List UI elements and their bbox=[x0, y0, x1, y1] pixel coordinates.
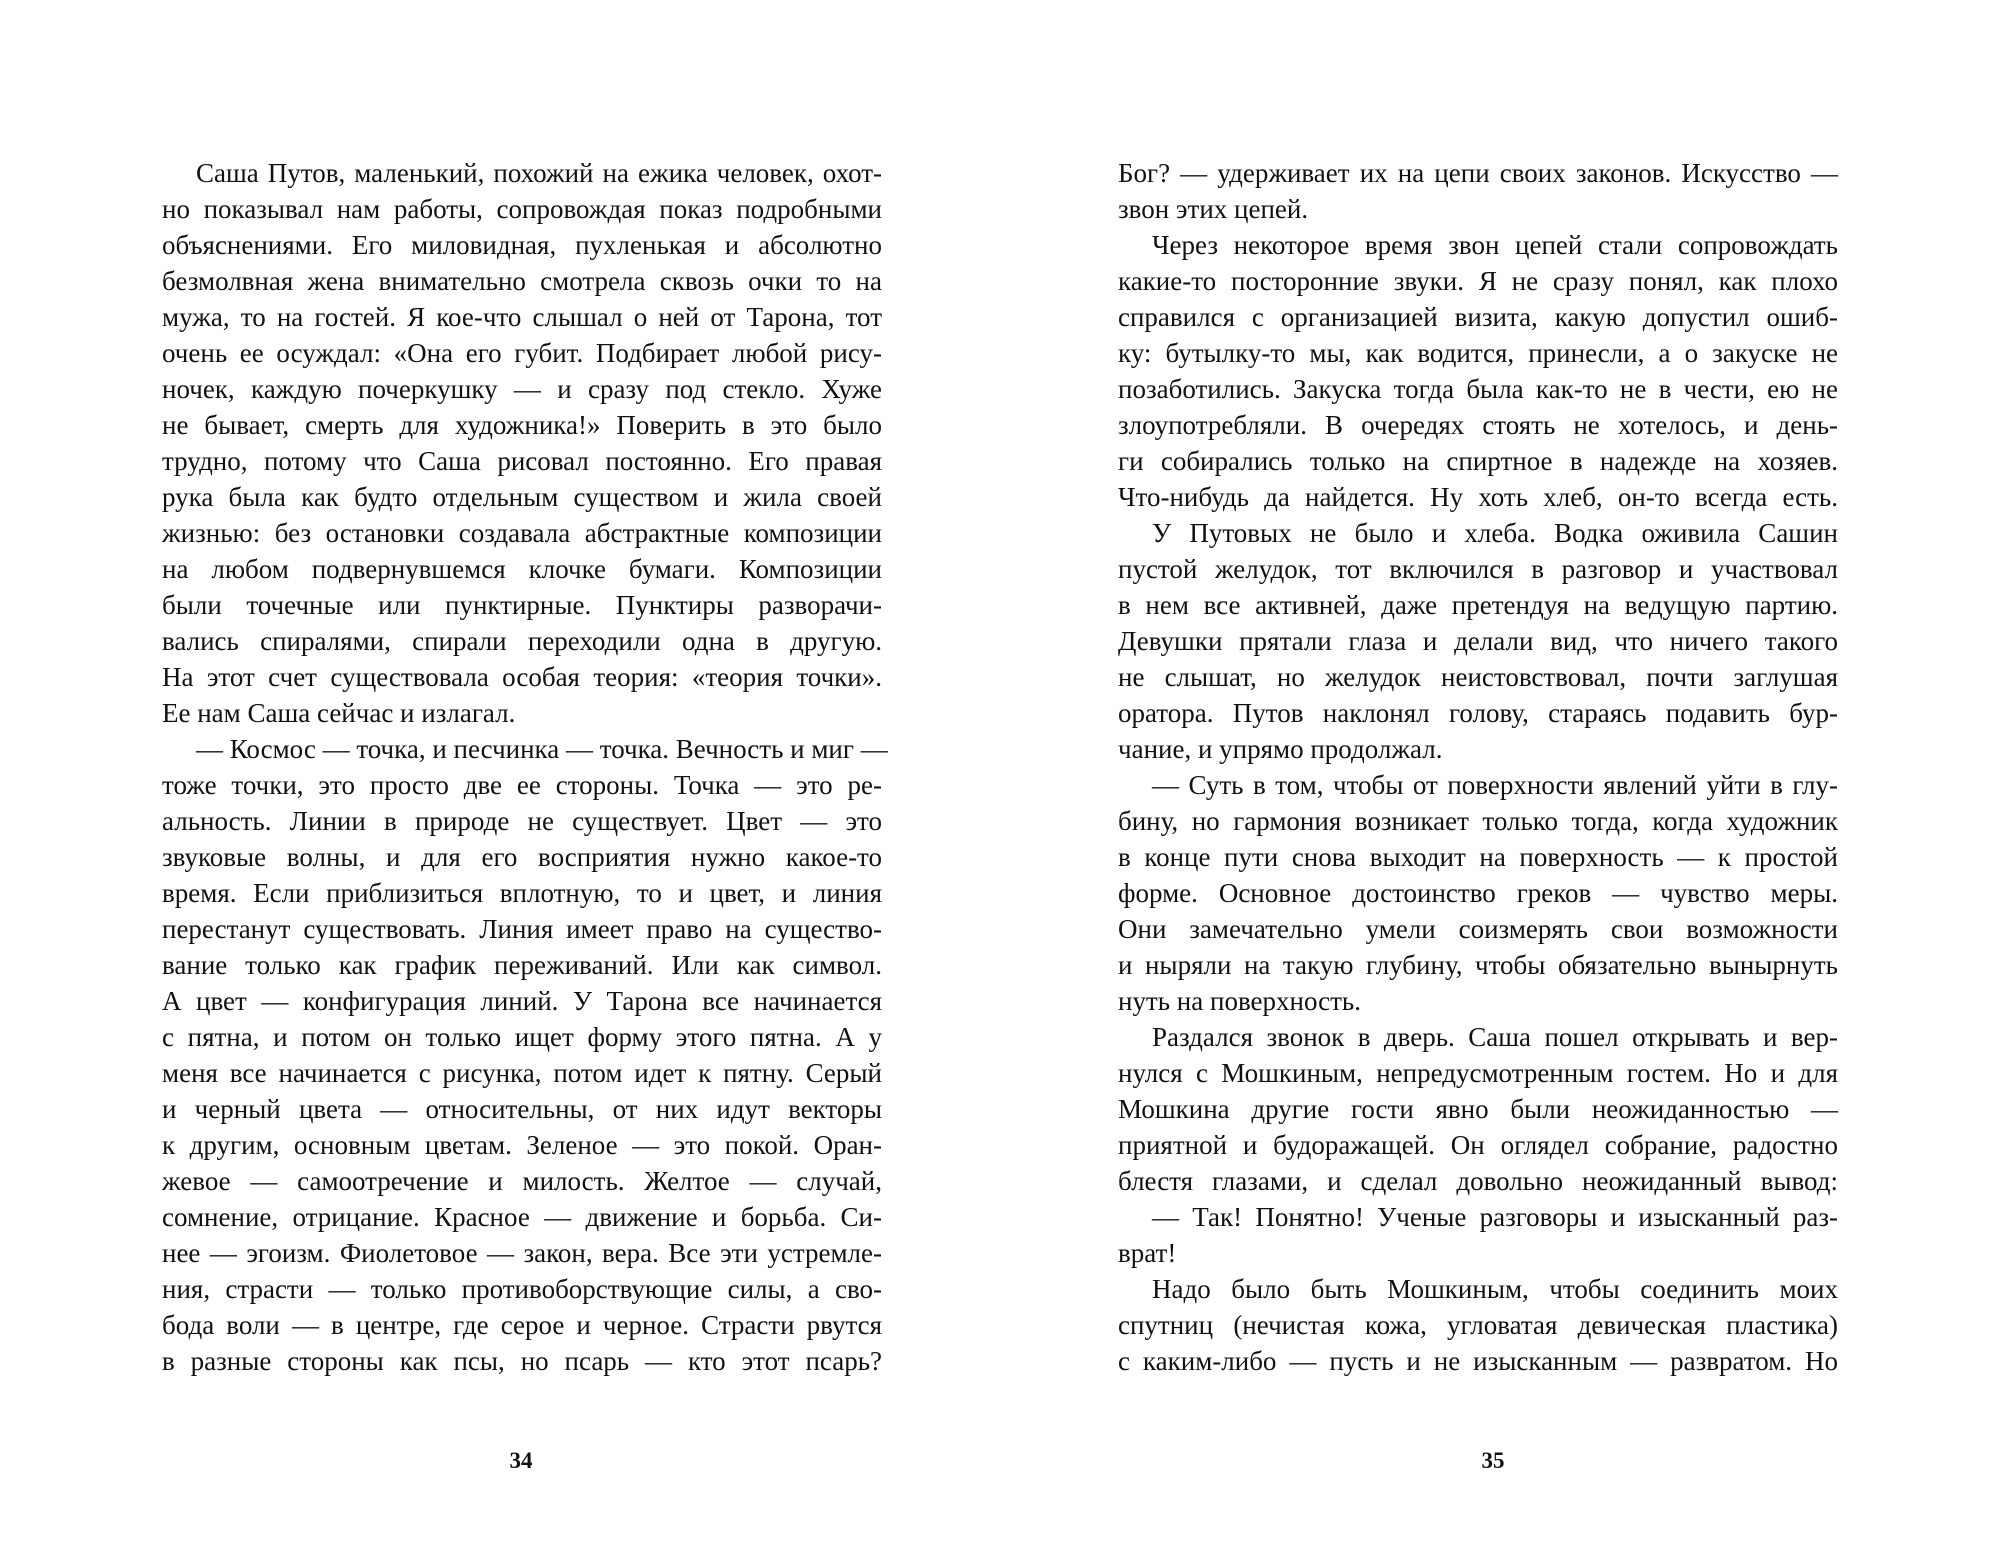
text-line: спутниц (нечистая кожа, угловатая девическая пластика) bbox=[1118, 1310, 1838, 1340]
text-line: звуковые волны, и для его восприятия нужно какое-то bbox=[162, 842, 882, 872]
text-line: Ее нам Саша сейчас и излагал. bbox=[162, 698, 516, 728]
text-line: Мошкина другие гости явно были неожиданностью — bbox=[1118, 1094, 1838, 1124]
text-line: были точечные или пунктирные. Пунктиры разворачи- bbox=[162, 590, 882, 620]
text-line: альность. Линии в природе не существует. Цвет — это bbox=[162, 806, 882, 836]
text-line: — Суть в том, чтобы от поверхности явлений уйти в глу- bbox=[1152, 770, 1838, 800]
text-line: приятной и будоражащей. Он оглядел собрание, радостно bbox=[1118, 1130, 1838, 1160]
text-line: очень ее осуждал: «Она его губит. Подбирает любой рису- bbox=[162, 338, 882, 368]
text-line: в конце пути снова выходит на поверхность — к простой bbox=[1118, 842, 1838, 872]
text-line: в разные стороны как псы, но псарь — кто этот псарь? bbox=[162, 1346, 882, 1376]
text-line: — Космос — точка, и песчинка — точка. Вечность и миг — bbox=[196, 734, 888, 764]
text-line: бода воли — в центре, где серое и черное. Страсти рвутся bbox=[162, 1310, 882, 1340]
page-number-right: 35 bbox=[1481, 1448, 1505, 1473]
left-page bbox=[162, 155, 888, 1379]
text-line: но показывал нам работы, сопровождая показ подробными bbox=[162, 194, 882, 224]
text-line: врат! bbox=[1118, 1238, 1177, 1268]
text-line: форме. Основное достоинство греков — чувство меры. bbox=[1118, 878, 1838, 908]
text-line: нуть на поверхность. bbox=[1118, 986, 1361, 1016]
text-line: объяснениями. Его миловидная, пухленькая и абсолютно bbox=[162, 230, 882, 260]
text-line: трудно, потому что Саша рисовал постоянно. Его правая bbox=[162, 446, 882, 476]
text-line: вание только как график переживаний. Или как символ. bbox=[162, 950, 882, 980]
right-page bbox=[1118, 155, 1838, 1379]
text-line: тоже точки, это просто две ее стороны. Точка — это ре- bbox=[162, 770, 882, 800]
text-line: Девушки прятали глаза и делали вид, что ничего такого bbox=[1118, 626, 1838, 656]
text-line: злоупотребляли. В очередях стоять не хотелось, и день- bbox=[1118, 410, 1838, 440]
text-line: — Так! Понятно! Ученые разговоры и изысканный раз- bbox=[1152, 1202, 1838, 1232]
text-line: жевое — самоотречение и милость. Желтое — случай, bbox=[162, 1166, 882, 1196]
text-line: Они замечательно умели соизмерять свои возможности bbox=[1118, 914, 1838, 944]
text-line: нулся с Мошкиным, непредусмотренным гостем. Но и для bbox=[1118, 1058, 1838, 1088]
text-line: ку: бутылку-то мы, как водится, принесли, а о закуске не bbox=[1118, 338, 1838, 368]
text-line: не слышат, но желудок неистовствовал, почти заглушая bbox=[1118, 662, 1838, 692]
text-line: Саша Путов, маленький, похожий на ежика человек, охот- bbox=[196, 158, 882, 188]
text-line: чание, и упрямо продолжал. bbox=[1118, 734, 1443, 764]
text-line: жизнью: без остановки создавала абстрактные композиции bbox=[162, 518, 882, 548]
text-line: и черный цвета — относительны, от них идут векторы bbox=[162, 1094, 882, 1124]
text-line: ги собирались только на спиртное в надежде на хозяев. bbox=[1118, 446, 1838, 476]
text-line: ночек, каждую почеркушку — и сразу под стекло. Хуже bbox=[162, 374, 882, 404]
text-line: позаботились. Закуска тогда была как-то не в чести, ею не bbox=[1118, 374, 1838, 404]
text-line: пустой желудок, тот включился в разговор и участвовал bbox=[1118, 554, 1838, 584]
text-line: ния, страсти — только противоборствующие силы, а сво- bbox=[162, 1274, 882, 1304]
text-line: не бывает, смерть для художника!» Поверить в это было bbox=[162, 410, 882, 440]
text-line: Надо было быть Мошкиным, чтобы соединить моих bbox=[1152, 1274, 1838, 1304]
text-line: оратора. Путов наклонял голову, стараясь подавить бур- bbox=[1118, 698, 1838, 728]
text-line: А цвет — конфигурация линий. У Тарона все начинается bbox=[162, 986, 882, 1016]
text-line: блестя глазами, и сделал довольно неожиданный вывод: bbox=[1118, 1166, 1838, 1196]
text-line: Что-нибудь да найдется. Ну хоть хлеб, он-то всегда есть. bbox=[1118, 482, 1838, 512]
text-line: бину, но гармония возникает только тогда, когда художник bbox=[1118, 806, 1838, 836]
text-line: мужа, то на гостей. Я кое-что слышал о ней от Тарона, тот bbox=[162, 302, 882, 332]
text-line: к другим, основным цветам. Зеленое — это покой. Оран- bbox=[162, 1130, 882, 1160]
text-line: звон этих цепей. bbox=[1118, 194, 1309, 224]
text-line: на любом подвернувшемся клочке бумаги. Композиции bbox=[162, 554, 882, 584]
text-line: У Путовых не было и хлеба. Водка оживила Сашин bbox=[1152, 518, 1838, 548]
text-line: меня все начинается с рисунка, потом идет к пятну. Серый bbox=[162, 1058, 882, 1088]
page-number-left: 34 bbox=[509, 1448, 533, 1473]
text-line: справился с организацией визита, какую допустил ошиб- bbox=[1118, 302, 1838, 332]
text-line: какие-то посторонние звуки. Я не сразу понял, как плохо bbox=[1118, 266, 1838, 296]
text-line: перестанут существовать. Линия имеет право на существо- bbox=[162, 914, 882, 944]
text-line: вались спиралями, спирали переходили одна в другую. bbox=[162, 626, 882, 656]
text-line: сомнение, отрицание. Красное — движение и борьба. Си- bbox=[162, 1202, 882, 1232]
text-line: в нем все активней, даже претендуя на ведущую партию. bbox=[1118, 590, 1838, 620]
text-line: с каким-либо — пусть и не изысканным — развратом. Но bbox=[1118, 1346, 1838, 1376]
text-line: и ныряли на такую глубину, чтобы обязательно вынырнуть bbox=[1118, 950, 1838, 980]
text-line: рука была как будто отдельным существом и жила своей bbox=[162, 482, 882, 512]
text-line: время. Если приблизиться вплотную, то и цвет, и линия bbox=[162, 878, 882, 908]
text-line: Раздался звонок в дверь. Саша пошел открывать и вер- bbox=[1152, 1022, 1838, 1052]
text-line: нее — эгоизм. Фиолетовое — закон, вера. Все эти устремле- bbox=[162, 1238, 882, 1268]
text-line: с пятна, и потом он только ищет форму этого пятна. А у bbox=[162, 1022, 882, 1052]
text-line: На этот счет существовала особая теория: «теория точки». bbox=[162, 662, 882, 692]
text-line: Через некоторое время звон цепей стали сопровождать bbox=[1152, 230, 1838, 260]
text-line: Бог? — удерживает их на цепи своих законов. Искусство — bbox=[1118, 158, 1838, 188]
text-line: безмолвная жена внимательно смотрела сквозь очки то на bbox=[162, 266, 882, 296]
